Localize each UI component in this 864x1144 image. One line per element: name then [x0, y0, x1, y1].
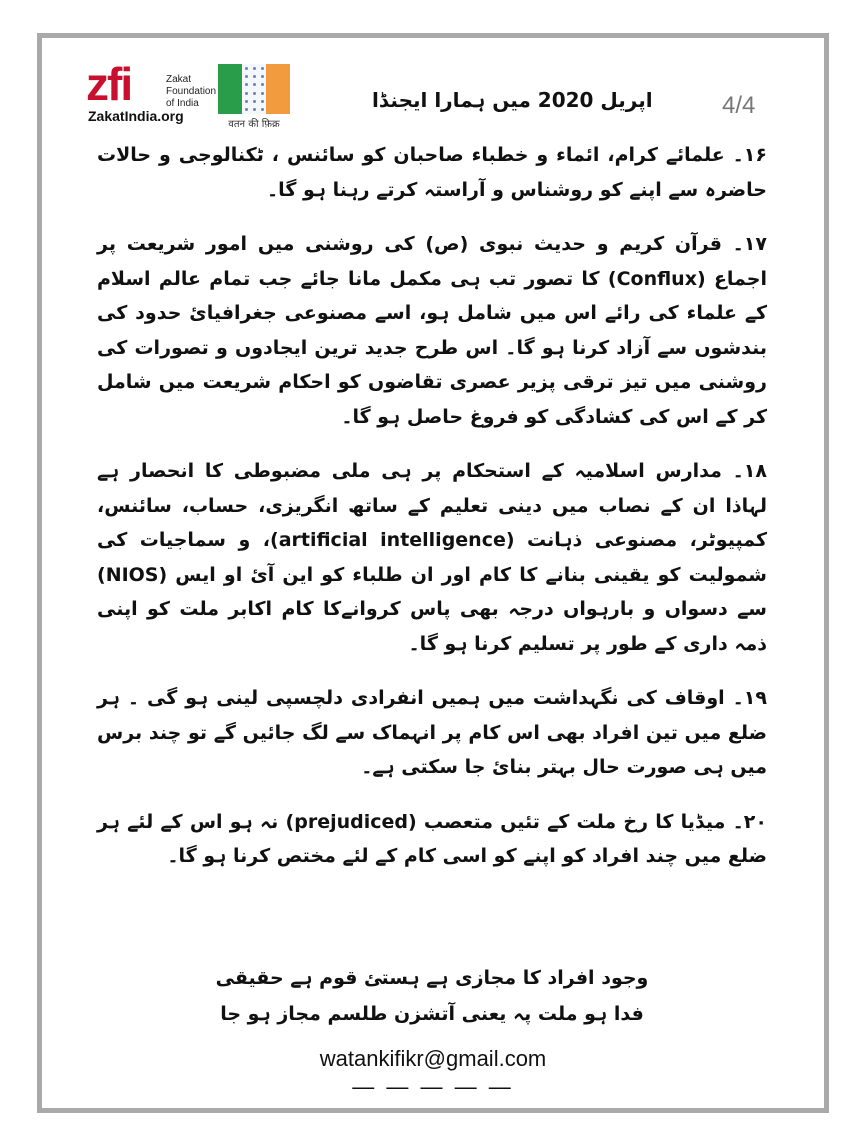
footer-divider: — — — — — [352, 1074, 514, 1099]
agenda-item-16: ۱۶۔ علمائے کرام، ائماء و خطباء صاحبان کو سائنس ، ٹکنالوجی و حالات حاضرہ سے اپنے کو روشناس و آراستہ کرتے رہنا ہو گا۔ [97, 144, 767, 201]
agenda-item-19: ۱۹۔ اوقاف کی نگہداشت میں ہمیں انفرادی دلچسپی لینی ہو گی ۔ ہر ضلع میں تین افراد بھی اس کام پر انہماک سے لگ جائیں گے تو چند برس میں ہی صورت حال بہتر بنائ جا سکتی ہے۔ [97, 687, 767, 778]
page-title: اپریل 2020 میں ہمارا ایجنڈا [372, 88, 653, 112]
closing-couplet [97, 960, 767, 1032]
flag-icon [218, 64, 290, 114]
watan-ki-fikr-logo [218, 64, 290, 130]
zfi-logo-mark: zfi [86, 58, 132, 110]
agenda-item-18: ۱۸۔ مدارس اسلامیہ کے استحکام پر ہی ملی مضبوطی کا انحصار ہے لہاذا ان کے نصاب میں دینی تعلیم کے ساتھ انگریزی، حساب، سائنس، کمپیوٹر، مصنوعی ذہانت (artificial intelligence)، و سماجیات کی شمولیت کو یقینی بنانے کا کام اور ان طلباء کو این آئ او ایس (NIOS) سے دسواں و بارہواں درجہ بھی پاس کروانےکا کام اکابر ملت کو اپنی ذمہ داری کے طور پر تسلیم کرنا ہو گا۔ [97, 460, 768, 655]
contact-email[interactable]: watankifikr@gmail.com [319, 1046, 547, 1071]
zfi-logo-line-1: Zakat [166, 74, 192, 85]
zfi-logo-line-3: of India [166, 98, 199, 109]
agenda-content [97, 138, 767, 894]
couplet-line-2: فدا ہو ملت پہ یعنی آتشزن طلسم مجاز ہو جا [220, 1003, 644, 1025]
agenda-item-20: ۲۰۔ میڈیا کا رخ ملت کے تئیں متعصب (prejudiced) نہ ہو اس کے لئے ہر ضلع میں چند افراد کو اپنے کو اسی کام کے لئے مختص کرنا ہو گا۔ [97, 810, 767, 867]
agenda-item-17: ۱۷۔ قرآن کریم و حدیث نبوی (ص) کی روشنی میں امور شریعت پر اجماع (Conflux) کا تصور تب ہی مکمل مانا جائے جب تمام عالم اسلام کے علماء کی رائے اس میں شامل ہو، اسے مصنوعی جغرافیائ حدود کی بندشوں سے آزاد کرنا ہو گا۔ اس طرح جدید ترین ایجادوں و تصورات کی روشنی میں تیز ترقی پزیر عصری تقاضوں کو احکام شریعت میں شامل کر کے اس کی کشادگی کو فروغ حاصل ہو گا۔ [97, 233, 767, 428]
zfi-logo-text [166, 74, 216, 110]
flag-caption: वतन की फ़िक्र [228, 119, 280, 130]
zfi-logo [86, 60, 216, 130]
page-number: 4/4 [722, 92, 756, 119]
couplet-line-1: وجود افراد کا مجازی ہے ہستئ قوم ہے حقیقی [215, 967, 649, 989]
zfi-logo-line-2: Foundation [166, 86, 217, 97]
page-frame [37, 33, 829, 1113]
zfi-url: ZakatIndia.org [88, 108, 184, 124]
